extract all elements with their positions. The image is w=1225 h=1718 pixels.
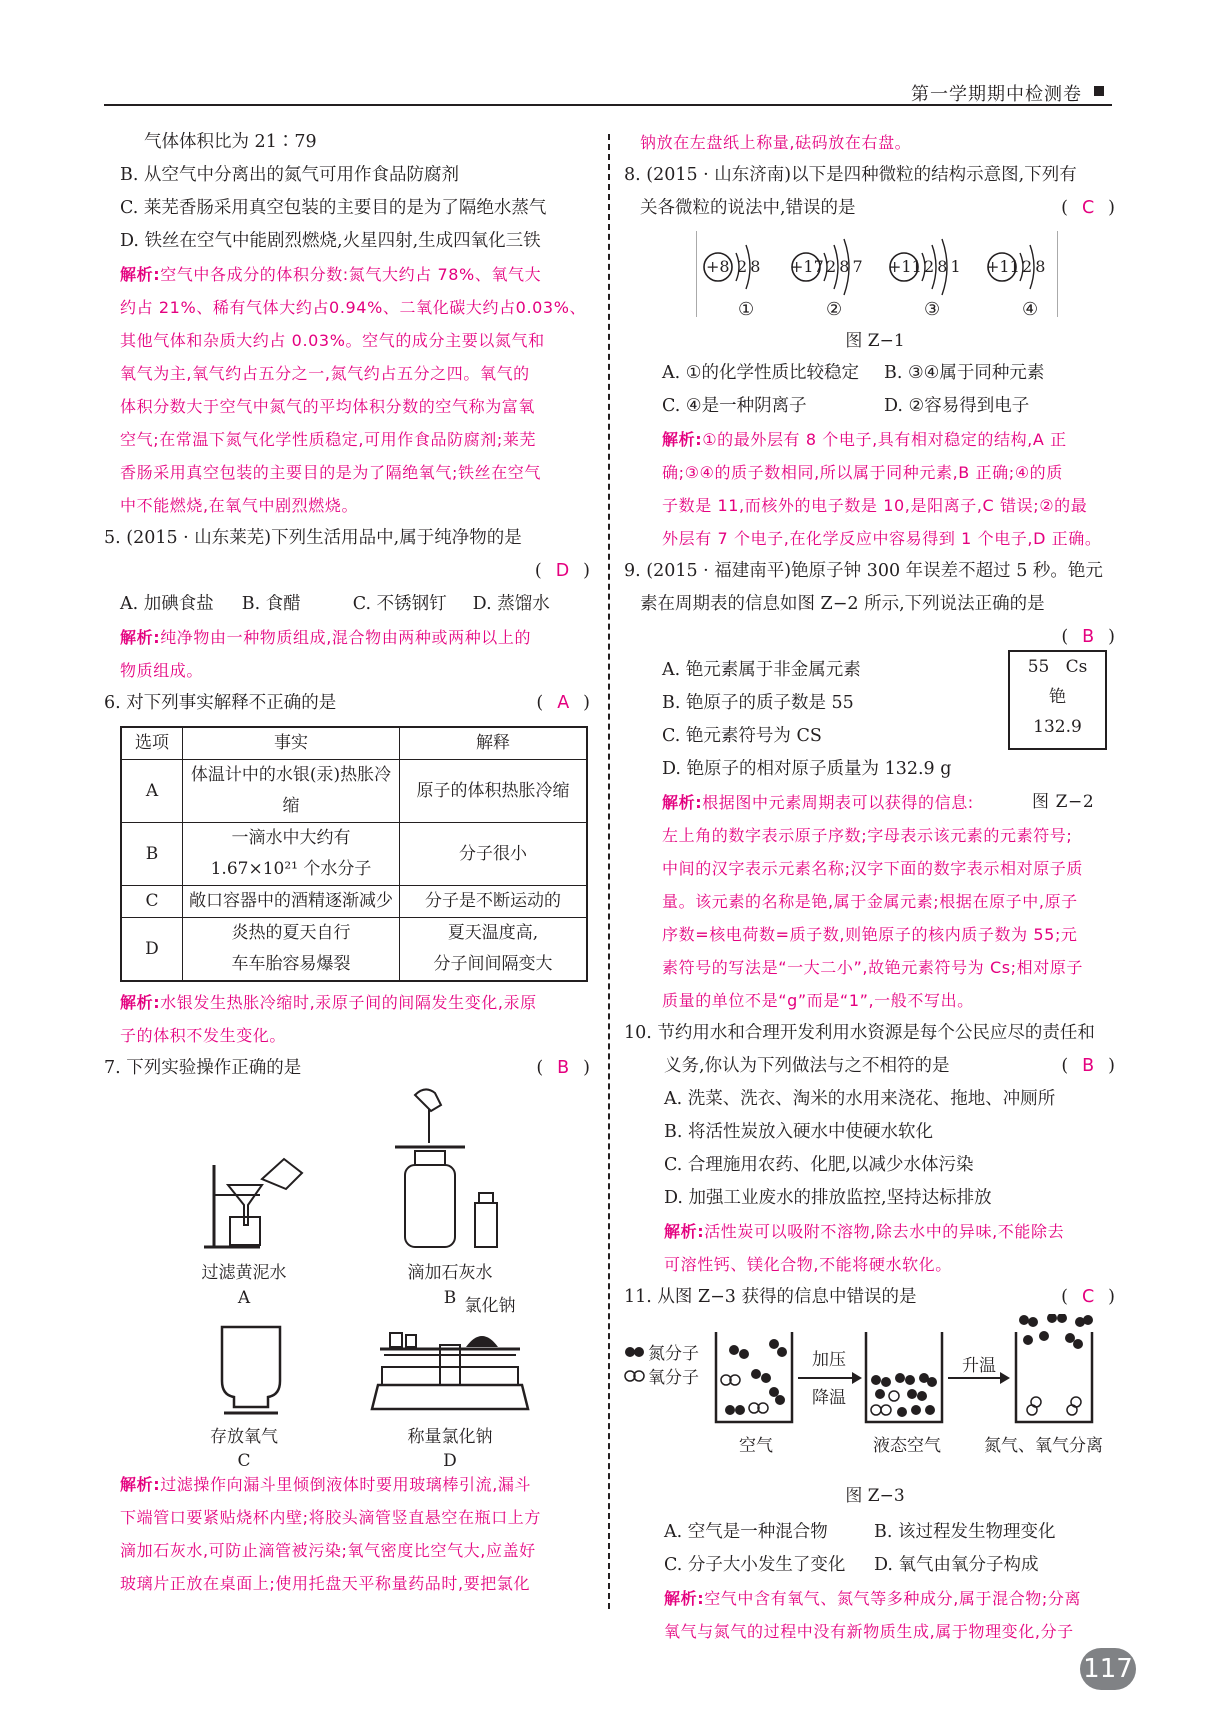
q6-analysis: 解析:水银发生热胀冷缩时,汞原子间的间隔发生变化,汞原	[120, 993, 537, 1012]
particle-3-nucleus: +11	[888, 257, 922, 276]
dropper-bottle-icon	[385, 1085, 515, 1255]
q11-options-cd: C. 分子大小发生了变化 D. 氧气由氧分子构成	[664, 1555, 1039, 1575]
q8-answer: C	[1081, 198, 1095, 218]
q5-answer: D	[555, 561, 570, 581]
fig-b-caption: 滴加石灰水	[407, 1263, 493, 1283]
beaker-label-separated: 氮气、氧气分离	[984, 1436, 1103, 1456]
fig-a-caption: 过滤黄泥水	[201, 1263, 287, 1283]
particle-2-nucleus: +17	[790, 257, 824, 276]
q6-stem: 6. 对下列事实解释不正确的是 ( A )	[104, 693, 590, 713]
q7-answer: B	[557, 1058, 570, 1078]
fig-d-label: 氯化钠	[464, 1296, 516, 1316]
q9-options-block: A. 铯元素属于非金属元素 B. 铯原子的质子数是 55 C. 铯元素符号为 CS D. 铯原子的相对原子质量为 132.9 g 55 Cs 铯 132.9	[640, 654, 1115, 786]
q11-figure	[640, 1314, 1115, 1516]
q8-stem-2: 关各微粒的说法中,错误的是 ( C )	[640, 198, 1115, 218]
q10-stem: 10. 节约用水和合理开发利用水资源是每个公民应尽的责任和	[624, 1023, 1095, 1043]
q10-stem-2: 义务,你认为下列做法与之不相符的是 ( B )	[664, 1056, 1115, 1076]
figure-z1-label: 图 Z−1	[845, 331, 905, 351]
q8-stem: 8. (2015 · 山东济南)以下是四种微粒的结构示意图,下列有	[624, 165, 1077, 185]
q8-analysis: 解析:①的最外层有 8 个电子,具有相对稳定的结构,A 正	[662, 430, 1067, 449]
q4-option-b: B. 从空气中分离出的氮气可用作食品防腐剂	[120, 165, 459, 185]
q10-answer: B	[1082, 1056, 1095, 1076]
table-row: D 炎热的夏天自行 车车胎容易爆裂 夏天温度高, 分子间间隔变大	[121, 918, 587, 982]
table-header: 解释	[400, 727, 588, 760]
q11-answer: C	[1081, 1287, 1095, 1307]
table-header: 事实	[183, 727, 400, 760]
analysis-label: 解析:	[120, 265, 161, 284]
q8-particles-figure	[640, 225, 1115, 357]
fig-d-caption: 称量氯化钠	[407, 1427, 493, 1447]
q6-answer: A	[557, 693, 570, 713]
balance-scale-icon	[370, 1315, 530, 1415]
particle-1-shells: 2 8	[737, 257, 760, 276]
right-column: 钠放在左盘纸上称量,砝码放在右盘。 8. (2015 · 山东济南)以下是四种微粒的结构示意图,下列有 关各微粒的说法中,错误的是 ( C ) +8 2 8 ① +17 2 8 7 ② +11 2 8 1 ③ +11 2 8 ④ 图 Z−1 A. ①的化学性质比较稳定 B. ③④属于同种元素 C. ④是一种阴离子 D. ②容易得到电子 解析:①的最外层有 8 个电子,具有相对稳定的结构,A 正 确;③④的质子数相同,所以属于同种元素,B 正确;④的质 子数是 11,而核外的电子数是 10,是阳离子,C 错误;②的最 外层有 7 个电子,在化学反应中容易得到 1 个电子,D 正确。 9. (2015 · 福建南平)铯原子钟 300 年误差不超过 5 秒。铯元 素在周期表的信息如图 Z−2 所示,下列说法正确的是 ( B ) A. 铯元素属于非金属元素 B. 铯原子的质子数是 55 C. 铯元素符号为 CS D. 铯原子的相对原子质量为 132.9 g 55 Cs 铯 132.9 解析:根据图中元素周期表可以获得的信息: 图 Z−2 左上角的数字表示原子序数;字母表示该元素的元素符号; 中间的汉字表示元素名称;汉字下面的数字表示相对原子质 量。该元素的名称是铯,属于金属元素;根据在原子中,原子 序数=核电荷数=质子数,则铯原子的核内质子数为 55;元 素符号的写法是“一大二小”,故铯元素符号为 Cs;相对原子 质量的单位不是“g”而是“1”,一般不写出。 10. 节约用水和合理开发利用水资源是每个公民应尽的责任和 义务,你认为下列做法与之不相符的是 ( B ) A. 洗菜、洗衣、淘米的水用来浇花、拖地、冲厕所 B. 将活性炭放入硬水中使硬水软化 C. 合理施用农药、化肥,以减少水体污染 D. 加强工业废水的排放监控,坚持达标排放 解析:活性炭可以吸附不溶物,除去水中的异味,不能除去 可溶性钙、镁化合物,不能将硬水软化。 11. 从图 Z−3 获得的信息中错误的是 ( C ) 氮分子 氧分子 加压 降温 升温 空气 液态空气 氮气、氧气分离 图 Z−3 A. 空气是一种混合物 B. 该过程发生物理变化 C. 分子大小发生了变化 D. 氧气由氧分子构成 解析:空气中含有氧气、氮气等多种成分,属于混合物;分离 氧气与氮气的过程中没有新物质生成,属于物理变化,分子	[640, 126, 1115, 1648]
fig-d-letter: D	[443, 1451, 457, 1471]
q9-answer-line: ( B )	[1061, 627, 1115, 647]
table-row: A 体温计中的水银(汞)热胀冷缩 原子的体积热胀冷缩	[121, 760, 587, 823]
q5-stem: 5. (2015 · 山东莱芜)下列生活用品中,属于纯净物的是	[104, 528, 522, 548]
gas-bottle-icon	[208, 1323, 298, 1423]
table-row: B 一滴水中大约有 1.67×10²¹ 个水分子 分子很小	[121, 823, 587, 886]
fig-c-caption: 存放氧气	[210, 1427, 278, 1447]
left-column: 气体体积比为 21∶79 B. 从空气中分离出的氮气可用作食品防腐剂 C. 莱芜香肠采用真空包装的主要目的是为了隔绝水蒸气 D. 铁丝在空气中能剧烈燃烧,火星四射,生成四氧化三铁 解析:空气中各成分的体积分数:氮气大约占 78%、氧气大 约占 21%、稀有气体大约占0.94%、二氧化碳大约占0.03%、 其他气体和杂质大约占 0.03%。空气的成分主要以氮气和 氧气为主,氧气约占五分之一,氮气约占五分之四。氧气的 体积分数大于空气中氮气的平均体积分数的空气称为富氧 空气;在常温下氮气化学性质稳定,可用作食品防腐剂;莱芜 香肠采用真空包装的主要目的是为了隔绝氧气;铁丝在空气 中不能燃烧,在氧气中剧烈燃烧。 5. (2015 · 山东莱芜)下列生活用品中,属于纯净物的是 ( D ) A. 加碘食盐 B. 食醋 C. 不锈钢钉 D. 蒸馏水 解析:纯净物由一种物质组成,混合物由两种或两种以上的 物质组成。 6. 对下列事实解释不正确的是 ( A ) 选项 事实 解释 A 体温计中的水银(汞)热胀冷缩 原子的体积热胀冷缩 B 一滴水中大约有 1.67×10²¹ 个水分子 分子很小 C 敞口容器中的酒精逐渐减少 分子是不断运动的 D 炎热的夏天自行 车车胎容易爆裂 夏天温度高, 分子间间隔变大 解析:水银发生热胀冷缩时,汞原子间的间隔发生变化,汞原 子的体积不发生变化。 7. 下列实验操作正确的是 ( B ) 过滤黄泥水 A 滴加石灰水 B 存放氧气 C 氯化钠 称量氯化钠 D 解析:过滤操作向漏斗里倾倒液体时要用玻璃棒引流,漏斗 下端管口要紧贴烧杯内壁;将胶头滴管竖直悬空在瓶口上方 滴加石灰水,可防止滴管被污染;氧气密度比空气大,应盖好 玻璃片正放在桌面上;使用托盘天平称量药品时,要把氯化	[120, 126, 590, 1600]
q7-figures	[120, 1085, 590, 1471]
particle-1-nucleus: +8	[706, 257, 730, 276]
q11-options-ab: A. 空气是一种混合物 B. 该过程发生物理变化	[664, 1522, 1056, 1542]
q7-analysis-tail: 钠放在左盘纸上称量,砝码放在右盘。	[640, 133, 912, 152]
q9-analysis: 解析:根据图中元素周期表可以获得的信息: 图 Z−2	[640, 786, 1115, 819]
q4-analysis: 解析:空气中各成分的体积分数:氮气大约占 78%、氧气大 约占 21%、稀有气体大约占0.94%、二氧化碳大约占0.03%、 其他气体和杂质大约占 0.03%。空气的成分主要以氮气和 氧气为主,氧气约占五分之一,氮气约占五分之四。氧气的 体积分数大于空气中氮气的平均体积分数的空气称为富氧 空气;在常温下氮气化学性质稳定,可用作食品防腐剂;莱芜 香肠采用真空包装的主要目的是为了隔绝氧气;铁丝在空气 中不能燃烧,在氧气中剧烈燃烧。	[120, 265, 587, 515]
arrow1-label-1: 加压	[812, 1350, 846, 1370]
q7-stem: 7. 下列实验操作正确的是 ( B )	[104, 1058, 590, 1078]
fig-c-letter: C	[237, 1451, 251, 1471]
header-title: 第一学期期中检测卷	[911, 84, 1082, 105]
table-header: 选项	[121, 727, 183, 760]
element-card-cs: 55 Cs 铯 132.9	[1008, 650, 1107, 750]
particle-4-num: ④	[1022, 299, 1039, 320]
q11-stem: 11. 从图 Z−3 获得的信息中错误的是 ( C )	[624, 1287, 1115, 1307]
q4-option-d: D. 铁丝在空气中能剧烈燃烧,火星四射,生成四氧化三铁	[120, 231, 541, 251]
table-row: C 敞口容器中的酒精逐渐减少 分子是不断运动的	[121, 886, 587, 918]
header-square-icon	[1094, 86, 1104, 96]
fig-b-letter: B	[443, 1288, 457, 1308]
fig-a-letter: A	[237, 1288, 251, 1308]
arrow2-label: 升温	[962, 1356, 996, 1376]
particle-4-shells: 2 8	[1022, 257, 1045, 276]
q8-options-ab: A. ①的化学性质比较稳定 B. ③④属于同种元素	[662, 363, 1045, 383]
beaker-label-air: 空气	[739, 1436, 773, 1456]
q8-options-cd: C. ④是一种阴离子 D. ②容易得到电子	[662, 396, 1030, 416]
column-divider	[608, 134, 610, 1609]
particle-3-num: ③	[924, 299, 941, 320]
q5-options: A. 加碘食盐 B. 食醋 C. 不锈钢钉 D. 蒸馏水	[120, 594, 550, 614]
figure-z3-label: 图 Z−3	[845, 1486, 905, 1506]
figure-z2-label: 图 Z−2	[1032, 792, 1095, 812]
q11-analysis: 解析:空气中含有氧气、氮气等多种成分,属于混合物;分离	[664, 1589, 1082, 1608]
beaker-label-liquid-air: 液态空气	[873, 1436, 941, 1456]
particle-4-nucleus: +11	[986, 257, 1020, 276]
particle-1-num: ①	[738, 299, 755, 320]
q7-analysis: 解析:过滤操作向漏斗里倾倒液体时要用玻璃棒引流,漏斗	[120, 1475, 532, 1494]
page-number: 117	[1080, 1648, 1136, 1690]
arrow1-label-2: 降温	[812, 1388, 846, 1408]
q9-answer: B	[1082, 627, 1095, 647]
particle-2-shells: 2 8 7	[826, 257, 862, 276]
particle-3-shells: 2 8 1	[924, 257, 960, 276]
legend-oxygen: 氧分子	[648, 1368, 699, 1388]
q4-option-c: C. 莱芜香肠采用真空包装的主要目的是为了隔绝水蒸气	[120, 198, 547, 218]
q5-answer-line: ( D )	[534, 561, 590, 581]
q5-analysis: 解析:纯净物由一种物质组成,混合物由两种或两种以上的	[120, 628, 532, 647]
q10-analysis: 解析:活性炭可以吸附不溶物,除去水中的异味,不能除去	[664, 1222, 1065, 1241]
filtration-apparatus-icon	[200, 1155, 310, 1255]
q9-stem: 9. (2015 · 福建南平)铯原子钟 300 年误差不超过 5 秒。铯元	[624, 561, 1103, 581]
q4-line: 气体体积比为 21∶79	[144, 132, 317, 152]
particle-2-num: ②	[826, 299, 843, 320]
page-header	[104, 74, 1112, 106]
q9-stem-2: 素在周期表的信息如图 Z−2 所示,下列说法正确的是	[640, 594, 1045, 614]
legend-nitrogen: 氮分子	[648, 1344, 699, 1364]
q6-table	[120, 726, 588, 982]
